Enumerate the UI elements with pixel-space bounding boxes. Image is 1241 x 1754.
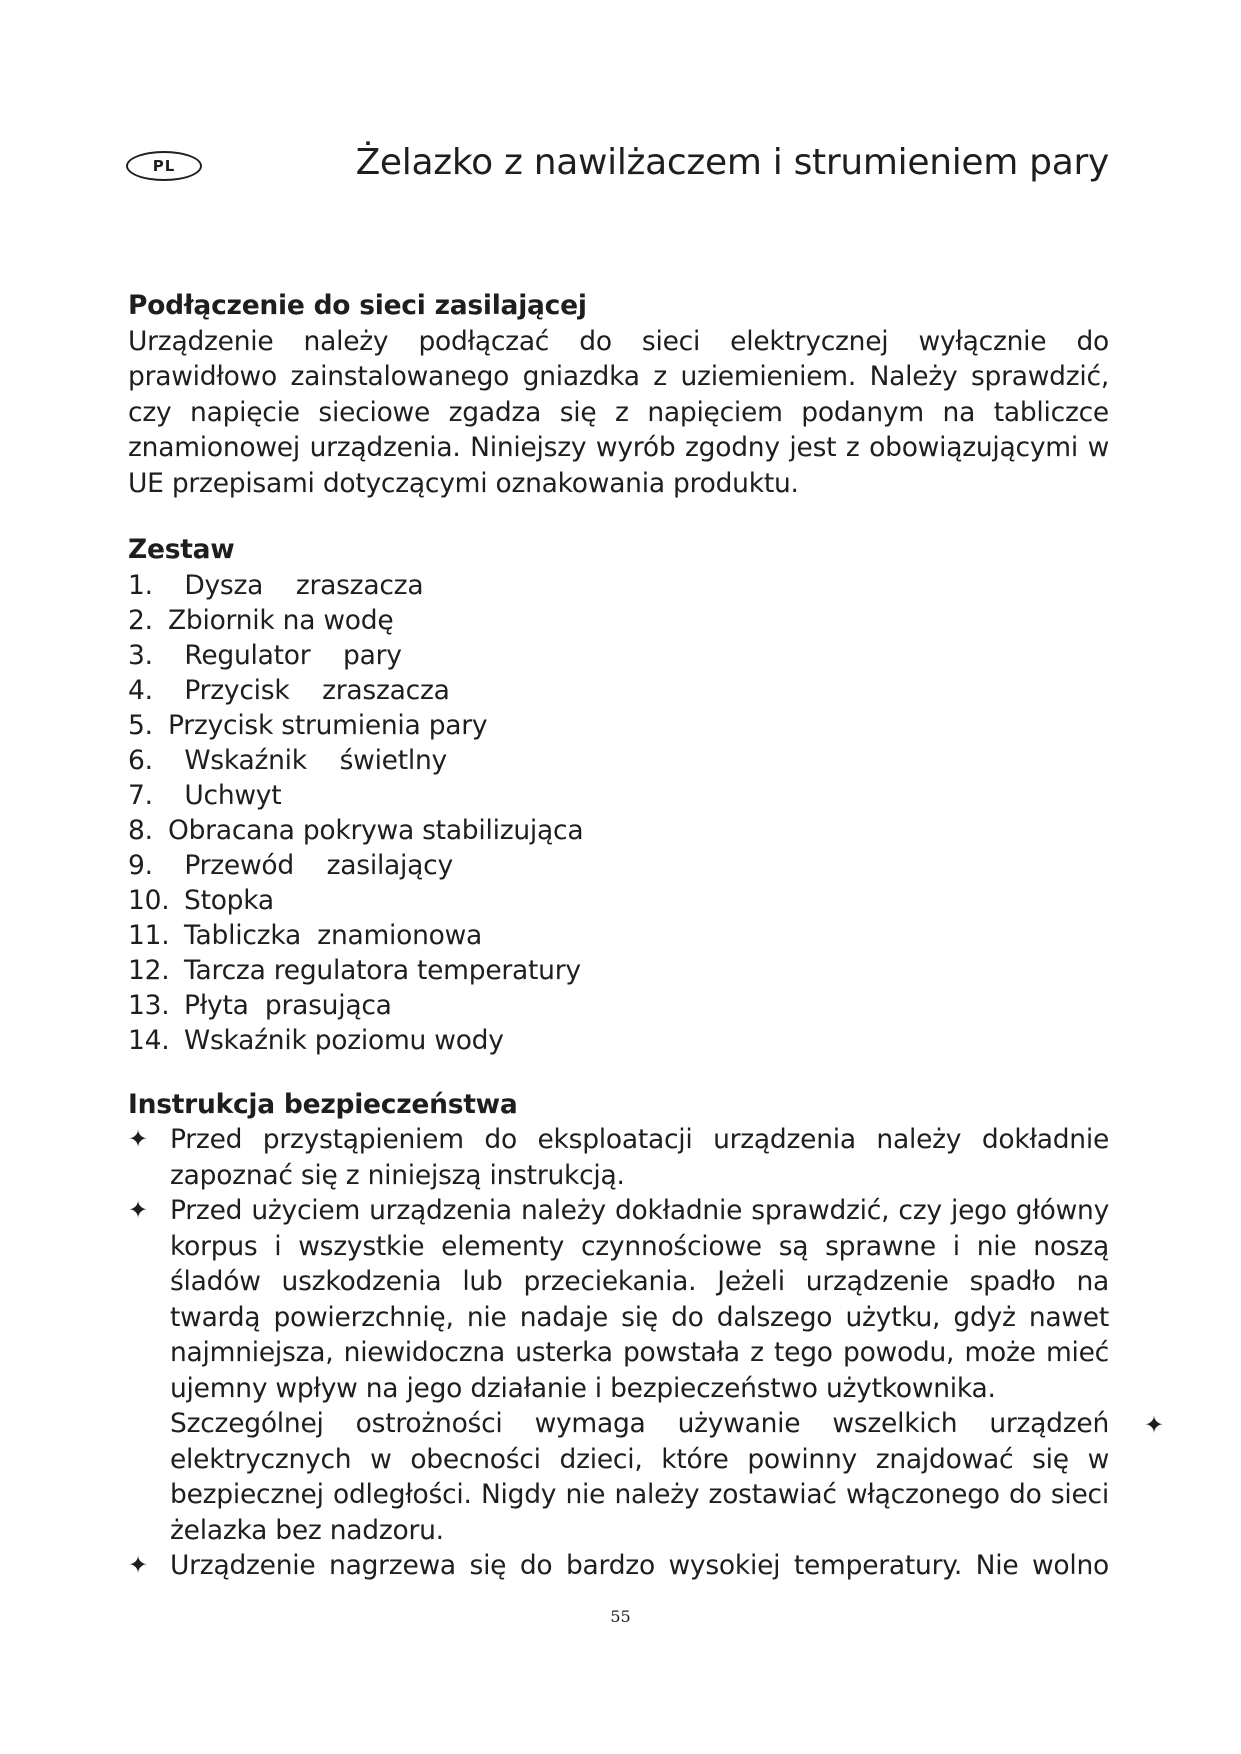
safety-list xyxy=(128,1122,1109,1584)
list-item: 11. Tabliczka znamionowa xyxy=(128,919,483,951)
margin-star-icon: ✦ xyxy=(1144,1411,1165,1439)
list-item: 10. Stopka xyxy=(128,884,274,916)
list-item: 4. Przycisk zraszacza xyxy=(128,674,450,706)
list-item xyxy=(128,1122,1109,1193)
safety-text: Przed przystąpieniem do eksploatacji urządzenia należy dokładnie zapoznać się z niniejszą instrukcją. xyxy=(170,1124,1109,1191)
power-connection-section xyxy=(128,288,1109,501)
safety-text: Przed użyciem urządzenia należy dokładnie sprawdzić, czy jego główny korpus i wszystkie elementy czynnościowe są sprawne i nie noszą śladów uszkodzenia lub przeciekania. Jeżeli urządzenie spadło na twardą powierzchnię, nie nadaje się do dalszego użytku, gdyż nawet najmniejsza, niewidoczna usterka powstała z tego powodu, może mieć ujemny wpływ na jego działanie i bezpieczeństwo użytkownika. xyxy=(170,1195,1109,1404)
language-badge: PL xyxy=(126,151,202,181)
parts-list xyxy=(128,568,1109,1058)
list-item: 9. Przewód zasilający xyxy=(128,849,453,881)
parts-heading: Zestaw xyxy=(128,534,235,565)
parts-section xyxy=(128,532,1109,1058)
bullet-star-icon: ✦ xyxy=(128,1125,148,1153)
list-item: 12. Tarcza regulatora temperatury xyxy=(128,954,581,986)
safety-text-continuation: Szczególnej ostrożności wymaga używanie wszelkich urządzeń elektrycznych w obecności dzieci, które powinny znajdować się w bezpiecznej odległości. Nigdy nie należy zostawiać włączonego do sieci żelazka bez nadzoru. xyxy=(170,1408,1109,1546)
page-number: 55 xyxy=(610,1607,631,1626)
list-item xyxy=(128,1548,1109,1584)
list-item xyxy=(128,1193,1109,1548)
list-item: 1. Dysza zraszacza xyxy=(128,569,424,601)
list-item: 13. Płyta prasująca xyxy=(128,989,392,1021)
power-connection-heading: Podłączenie do sieci zasilającej xyxy=(128,290,587,321)
list-item: 5. Przycisk strumienia pary xyxy=(128,709,488,741)
list-item: 6. Wskaźnik świetlny xyxy=(128,744,447,776)
bullet-star-icon: ✦ xyxy=(128,1551,148,1579)
safety-heading: Instrukcja bezpieczeństwa xyxy=(128,1088,518,1120)
list-item: 7. Uchwyt xyxy=(128,779,282,811)
page-title: Żelazko z nawilżaczem i strumieniem pary xyxy=(355,142,1109,183)
list-item: 2. Zbiornik na wodę xyxy=(128,604,394,636)
power-connection-text: Urządzenie należy podłączać do sieci elektrycznej wyłącznie do prawidłowo zainstalowanego gniazdka z uziemieniem. Należy sprawdzić, czy napięcie sieciowe zgadza się z napięciem podanym na tabliczce znamionowej urządzenia. Niniejszy wyrób zgodny jest z obowiązującymi w UE przepisami dotyczącymi oznakowania produktu. xyxy=(128,325,1109,499)
list-item: 8. Obracana pokrywa stabilizująca xyxy=(128,814,584,846)
safety-section xyxy=(128,1087,1109,1584)
safety-text: Urządzenie nagrzewa się do bardzo wysokiej temperatury. Nie wolno xyxy=(170,1550,1109,1581)
list-item: 3. Regulator pary xyxy=(128,639,402,671)
bullet-star-icon: ✦ xyxy=(128,1196,148,1224)
list-item: 14. Wskaźnik poziomu wody xyxy=(128,1024,504,1056)
document-body xyxy=(128,288,1109,1584)
